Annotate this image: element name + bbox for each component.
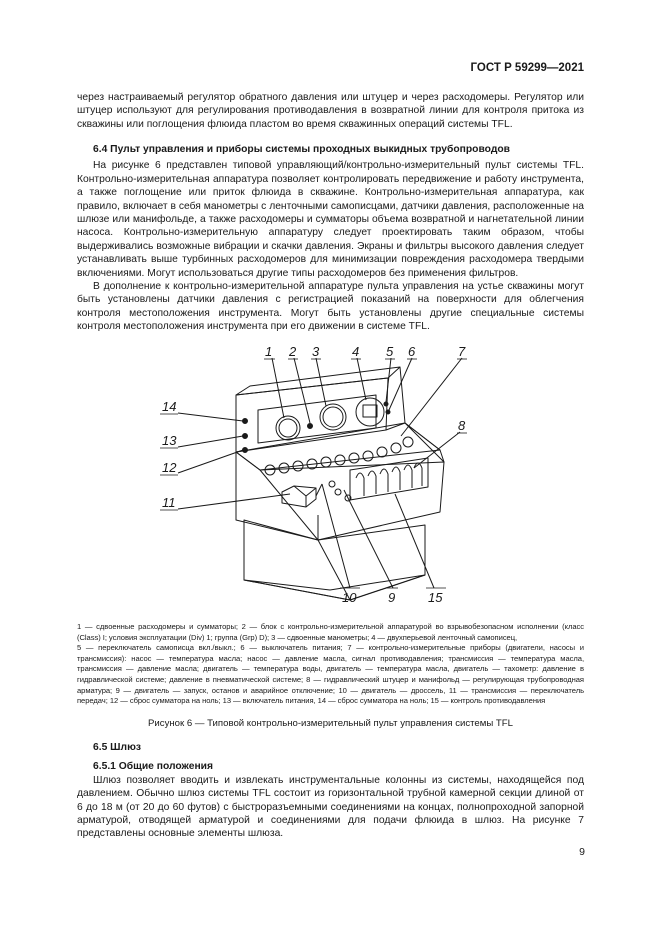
section-6-4-paragraph-2: В дополнение к контрольно-измерительной аппаратуре пульта управления на устье скважины могут быть установлены датчики давления с регистрацией показаний на поверхности для облегчения контроля местоположения инструмента. Могут быть установлены другие специальные системы контроля местоположения инструмента при его движении в системе TFL. xyxy=(77,281,584,333)
section-6-5 xyxy=(77,741,584,841)
callout-2: 2 xyxy=(289,344,297,359)
flowmeter-gauge xyxy=(276,416,300,440)
callout-9: 9 xyxy=(388,590,396,605)
callout-13: 13 xyxy=(162,433,177,448)
callout-8: 8 xyxy=(458,418,466,433)
upper-housing-front xyxy=(236,378,388,452)
figure-6-control-panel xyxy=(150,340,480,608)
manometer-gauge xyxy=(320,404,346,430)
figure-legend-line-1: 1 — сдвоенные расходомеры и сумматоры; 2 — блок с контрольно-измерительной аппаратурой во взрывобезопасном исполнении (класс (Class) I; условия эксплуатации (Div) 1; группа (Grp) D); 3 — сдвоенные манометры; 4 — двухперьевой ленточный самописец, xyxy=(77,622,584,642)
section-6-5-heading: 6.5 Шлюз xyxy=(93,742,141,753)
callout-4: 4 xyxy=(352,344,360,359)
callout-3: 3 xyxy=(312,344,320,359)
callout-14: 14 xyxy=(162,399,177,414)
section-6-4 xyxy=(77,143,584,334)
callout-15: 15 xyxy=(428,590,443,605)
recorder-gauge xyxy=(356,398,384,426)
document-header: ГОСТ Р 59299—2021 xyxy=(470,62,584,74)
section-6-4-heading: 6.4 Пульт управления и приборы системы проходных выкидных трубопроводов xyxy=(93,144,510,155)
figure-legend-line-2: 5 — переключатель самописца вкл./выкл.; 6 — выключатель питания; 7 — контрольно-измерительные приборы (двигатели, насосы и трансмиссия): насос — температура масла; насос — давление масла, сигнал противодавления; трансмиссия — температура масла, трансмиссия — давление масла; двигатель — температура воды, двигатель — температура масла, двигатель — тахометр: давление в гидравлической системе; давление в пневматической системе; 8 — гидравлический штуцер и манифольд — регулирующая трубопроводная арматура; 9 — двигатель — запуск, останов и аварийное отключение; 10 — двигатель — дроссель, 11 — трансмиссия — переключатель передач; 12 — сброс сумматора на ноль; 13 — включатель питания, 14 — сброс сумматора на ноль; 15 — контроль противодавления xyxy=(77,643,584,706)
console-top-right xyxy=(405,423,444,462)
figure-title: Рисунок 6 — Типовой контрольно-измерительный пульт управления системы TFL xyxy=(148,718,513,729)
callout-11: 11 xyxy=(162,495,176,510)
upper-housing-side xyxy=(236,367,400,395)
callout-5: 5 xyxy=(386,344,394,359)
page-number: 9 xyxy=(579,846,585,858)
callout-12: 12 xyxy=(162,460,177,475)
section-6-5-1-paragraph: Шлюз позволяет вводить и извлекать инструментальные колонны из системы, находящейся под давлением. Обычно шлюз системы TFL состоит из горизонтальной трубной камерной секции длиной от 6 до 18 м (от 20 до 60 футов) с быстроразъемными соединениями на концах, полнопроходной запорной арматурой, отводящей арматурой и соединениями для подачи флюида в шлюз. На рисунке 7 представлены основные элементы шлюза. xyxy=(77,774,584,840)
figure-legend xyxy=(77,622,584,707)
callout-10: 10 xyxy=(342,590,357,605)
callout-7: 7 xyxy=(458,344,466,359)
callout-1: 1 xyxy=(265,344,273,359)
gear-lever-housing xyxy=(282,486,316,507)
section-6-4-paragraph-1: На рисунке 6 представлен типовой управляющий/контрольно-измерительный пульт системы TFL. Контрольно-измерительная аппаратура позволяет контролировать передвижение и работу инструмента, а также поглощение или приток флюида в скважине. Контрольно-измерительная аппаратура, как правило, включает в себя манометры с ленточными самописцами, датчики давления, расположенные на шлюзе или манифольде, а также расходомеры и сумматоры объема возвратной и нагнетательной линии насоса. Контрольно-измерительную аппаратуру следует проектировать таким образом, чтобы выдерживались возможные вибрации и скачки давления. Экраны и фильтры высокого давления следует устанавливать выше турбинных расходомеров для минимизации повреждения расходомера твердыми включениями. Могут использоваться другие типы расходомеров без применения фильтров. xyxy=(77,160,584,279)
callout-6: 6 xyxy=(408,344,416,359)
section-6-5-1-heading: 6.5.1 Общие положения xyxy=(93,761,213,773)
intro-text xyxy=(77,91,584,131)
intro-paragraph: через настраиваемый регулятор обратного давления или штуцер и через расходомеры. Регулятор или штуцер используют для регулирования противодавления в возвратной линии для контроля притока из скважины или поглощения флюида пластом во время скважинных операций системы TFL. xyxy=(77,92,584,130)
